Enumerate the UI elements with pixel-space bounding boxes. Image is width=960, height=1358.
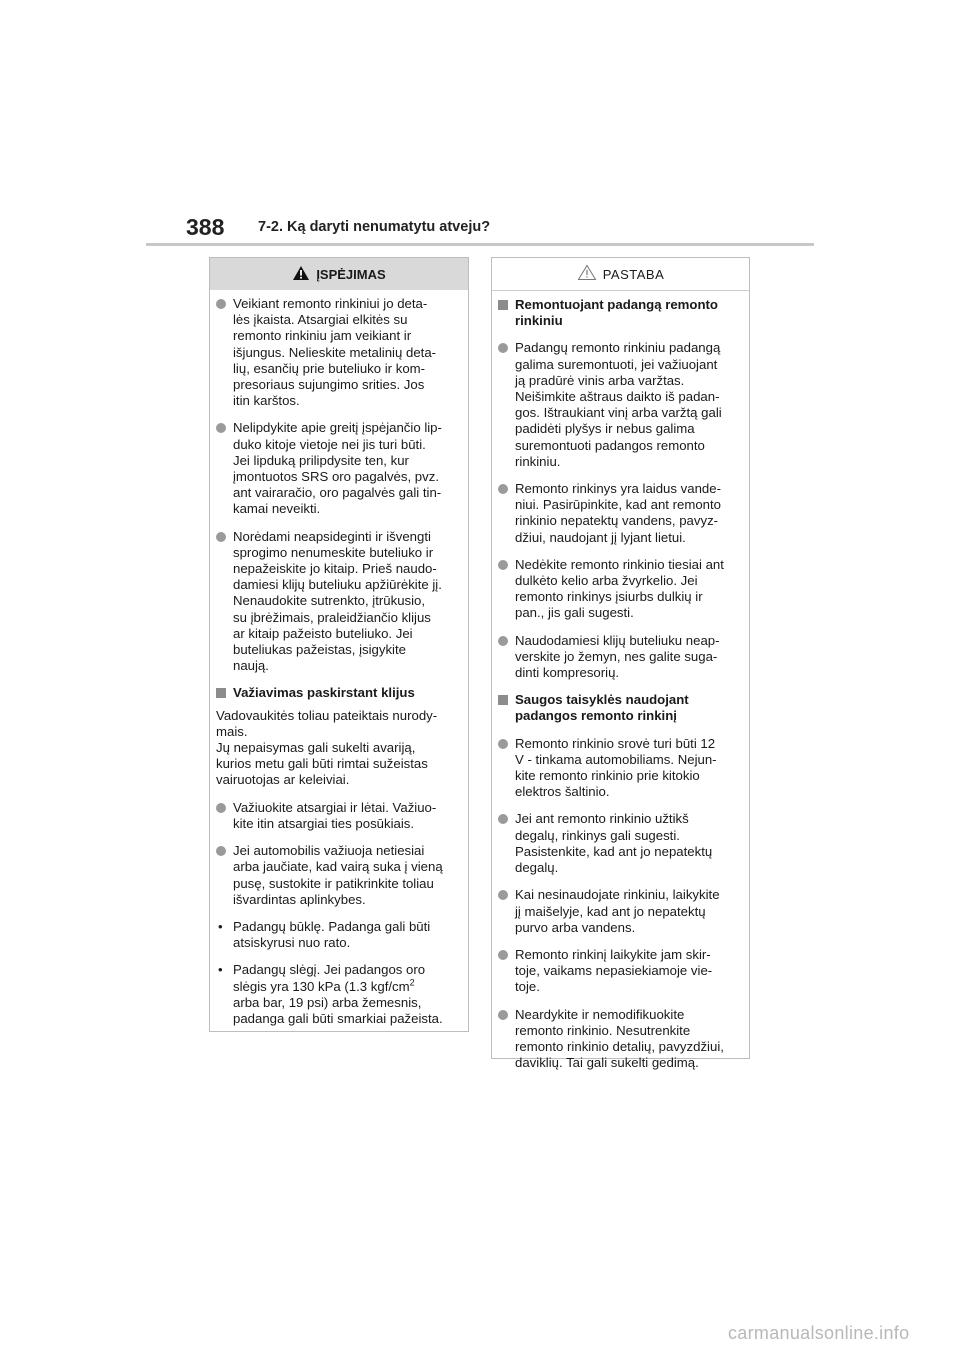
superscript: 2	[409, 977, 415, 988]
item-text: Remontuojant padangą remonto rinkiniu	[515, 297, 718, 329]
bullet-item	[216, 962, 462, 1027]
header-rule	[146, 243, 814, 246]
dot-icon	[498, 636, 508, 646]
dot-bullet-icon	[498, 947, 515, 996]
item-text: Važiavimas paskirstant klijus	[233, 685, 415, 701]
square-bullet-icon	[498, 297, 515, 329]
note-triangle-icon	[577, 264, 597, 284]
note-box	[491, 257, 750, 1071]
item-text: Remonto rinkinį laikykite jam skir- toje, vaikams nepasiekiamoje vie- toje.	[515, 946, 713, 995]
square-bullet-icon	[498, 692, 515, 724]
square-icon	[498, 300, 508, 310]
dot-icon	[498, 560, 508, 570]
dot-bullet-icon	[216, 843, 233, 908]
dot-bullet-icon	[498, 340, 515, 470]
list-item	[216, 296, 462, 409]
warning-triangle-icon	[292, 265, 310, 284]
item-text-part: arba bar, 19 psi) arba žemesnis, padanga gali būti smarkiai pažeista.	[233, 994, 443, 1026]
dot-icon	[498, 739, 508, 749]
dot-icon	[498, 343, 508, 353]
dot-icon	[498, 890, 508, 900]
list-item	[216, 529, 462, 675]
dot-icon	[498, 814, 508, 824]
dot-bullet-icon	[498, 1007, 515, 1072]
list-item	[498, 811, 743, 876]
item-text: Nedėkite remonto rinkinio tiesiai ant dulkėto kelio arba žvyrkelio. Jei remonto rinkinys įsiurbs dulkių ir pan., jis gali sugesti.	[515, 556, 724, 621]
dot-bullet-icon	[498, 736, 515, 801]
list-item	[498, 1007, 743, 1072]
item-text: Jei automobilis važiuoja netiesiai arba jaučiate, kad vairą suka į vieną pusę, sustokite ir patikrinkite toliau išvardintas aplinkybes.	[233, 843, 443, 907]
warning-box-title: ĮSPĖJIMAS	[316, 266, 386, 282]
page-number: 388	[186, 214, 225, 240]
list-item	[216, 843, 462, 908]
item-text: Norėdami neapsideginti ir išvengti sprogimo nenumeskite buteliuko ir nepažeiskite jo kitaip. Prieš naudo- damiesi klijų buteliuku apžiūrėkite jį. Nenaudokite sutrenkto, įtrūkusio, su įbrėžimais, praleidžiančio klijus ar kitaip pažeisto buteliuko. Jei buteliukas pažeistas, įsigykite naują.	[233, 528, 442, 674]
item-text: Remonto rinkinio srovė turi būti 12 V - tinkama automobiliams. Nejun- kite remonto rinkinio prie kitokio elektros šaltinio.	[515, 735, 717, 800]
warning-box	[209, 257, 469, 1032]
dot-icon	[498, 950, 508, 960]
dot-icon	[498, 484, 508, 494]
dot-bullet-icon	[498, 633, 515, 682]
chapter-title: 7-2. Ką daryti nenumatytu atveju?	[258, 219, 491, 235]
square-bullet-icon	[216, 685, 233, 702]
section-heading	[216, 685, 462, 702]
watermark: carmanualsonline.info	[728, 1323, 910, 1343]
square-icon	[216, 688, 226, 698]
item-text: Padangų būklę. Padanga gali būti atsiskyrusi nuo rato.	[233, 918, 431, 951]
bullet-item	[216, 919, 462, 951]
list-item	[498, 887, 743, 936]
section-heading	[498, 297, 743, 329]
dot-bullet-icon	[216, 296, 233, 409]
item-text: Kai nesinaudojate rinkiniu, laikykite jį maišelyje, kad ant jo nepatektų purvo arba vandens.	[515, 887, 720, 935]
dot-bullet-icon	[498, 887, 515, 936]
note-box-header	[492, 258, 749, 291]
bullet-marker: •	[218, 918, 223, 934]
item-text: Padangų remonto rinkiniu padangą galima suremontuoti, jei važiuojant ją pradūrė vinis arba varžtas. Neišimkite aštraus daikto iš padan- gos. Ištraukiant vinį arba varžtą gali padidėti plyšys ir nebus galima suremontuoti padangos remonto rinkiniu.	[515, 340, 722, 469]
item-text: Neardykite ir nemodifikuokite remonto rinkinio. Nesutrenkite remonto rinkinio detalių, pavyzdžiui, daviklių. Tai gali sukelti gedimą.	[515, 1006, 724, 1071]
paragraph: Vadovaukitės toliau pateiktais nurody- mais. Jų nepaisymas gali sukelti avariją, kurios metu gali būti rimtai sužeistas vairuotojas ar keleiviai.	[216, 707, 438, 788]
dot-bullet-icon	[498, 557, 515, 622]
item-text: Remonto rinkinys yra laidus vande- niui. Pasirūpinkite, kad ant remonto rinkinio nepatektų vandens, pavyz- džiui, naudojant jį lyjant lietui.	[515, 481, 721, 545]
dot-icon	[216, 423, 226, 433]
item-text: Veikiant remonto rinkiniui jo deta- lės įkaista. Atsargiai elkitės su remonto rinkiniu jam veikiant ir išjungus. Nelieskite metalinių deta- lių, esančių prie buteliuko ir kom- presoriaus sujungimo srities. Jos itin karštos.	[233, 296, 437, 409]
section-heading	[498, 692, 743, 724]
list-item	[498, 736, 743, 801]
note-box-body	[492, 291, 749, 1071]
list-item	[498, 947, 743, 996]
item-text: Nelipdykite apie greitį įspėjančio lip- duko kitoje vietoje nei jis turi būti. Jei lipduką prilipdysite ten, kur įmontuotos SRS oro pagalvės, pvz. ant vairaračio, oro pagalvės gali tin- kamai neveikti.	[233, 420, 442, 517]
item-text: Važiuokite atsargiai ir lėtai. Važiuo- kite itin atsargiai ties posūkiais.	[233, 799, 437, 831]
dot-icon	[498, 1010, 508, 1020]
dot-bullet-icon	[498, 481, 515, 546]
dot-bullet-icon	[498, 811, 515, 876]
dot-icon	[216, 532, 226, 542]
item-text-part: Padangų slėgį. Jei padangos oro slėgis yra 130 kPa (1.3 kgf/cm	[233, 962, 426, 994]
warning-box-header	[210, 258, 468, 290]
list-item	[498, 340, 743, 470]
dot-icon	[216, 803, 226, 813]
dot-icon	[216, 846, 226, 856]
bullet-marker: •	[218, 962, 223, 978]
item-text: Jei ant remonto rinkinio užtikš degalų, rinkinys gali sugesti. Pasistenkite, kad ant jo nepatektų degalų.	[515, 811, 713, 876]
list-item	[498, 633, 743, 682]
item-text: Naudodamiesi klijų buteliuku neap- verskite jo žemyn, nes galite suga- dinti kompresorių.	[515, 632, 720, 681]
item-text: Saugos taisyklės naudojant padangos remonto rinkinį	[515, 692, 689, 724]
warning-box-body	[210, 290, 468, 1027]
dot-icon	[216, 299, 226, 309]
list-item	[216, 420, 462, 517]
dot-bullet-icon	[216, 420, 233, 517]
dot-bullet-icon	[216, 800, 233, 832]
list-item	[216, 800, 462, 832]
item-text	[233, 962, 462, 1027]
dot-bullet-icon	[216, 529, 233, 675]
list-item	[498, 557, 743, 622]
square-icon	[498, 695, 508, 705]
list-item	[498, 481, 743, 546]
note-box-title: PASTABA	[602, 266, 665, 282]
